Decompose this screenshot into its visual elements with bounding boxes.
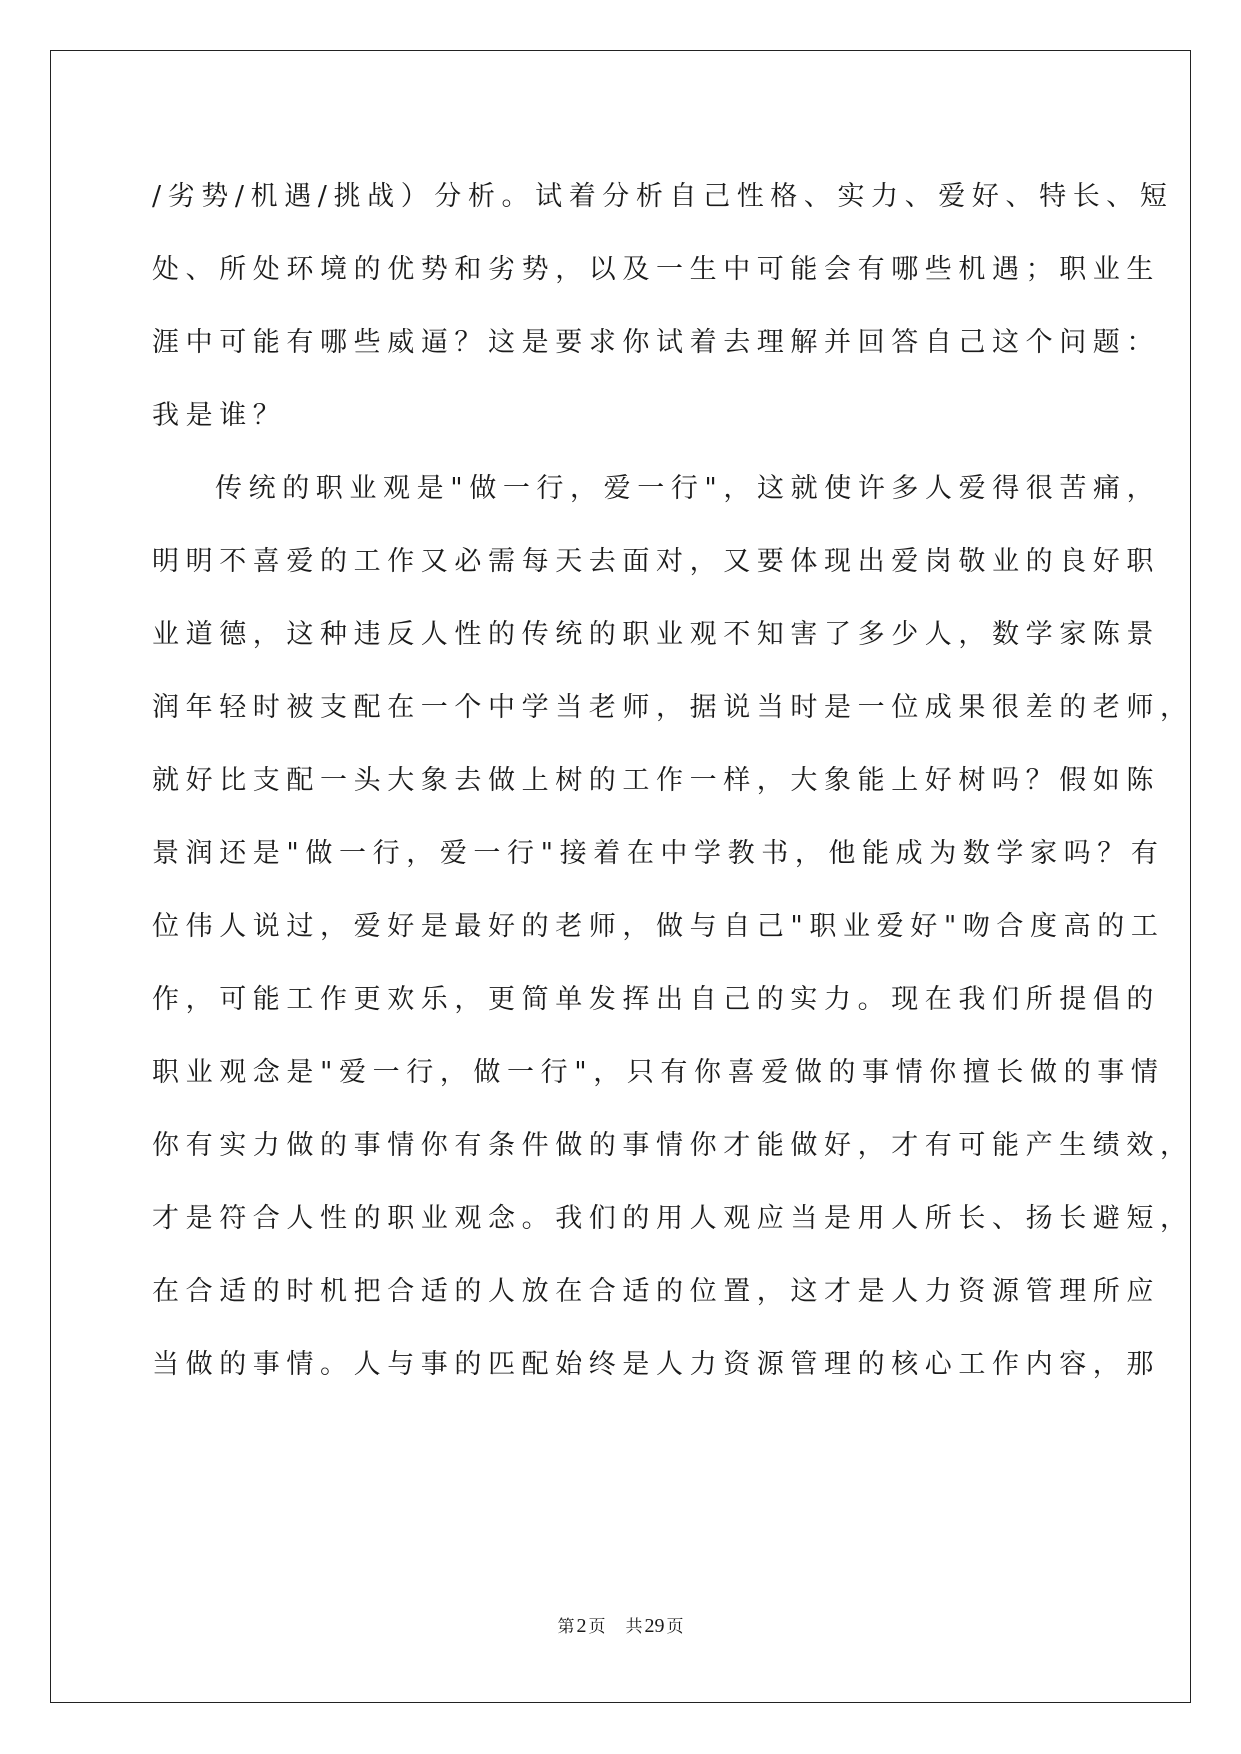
text-line: 职业观念是"爱一行，做一行"，只有你喜爱做的事情你擅长做的事情 xyxy=(152,1057,1165,1088)
text-line: 涯中可能有哪些威逼？这是要求你试着去理解并回答自己这个问题： xyxy=(152,327,1160,358)
text-line: 才是符合人性的职业观念。我们的用人观应当是用人所长、扬长避短， xyxy=(152,1203,1194,1234)
page-number: 2 xyxy=(576,1615,587,1637)
text-line: 明明不喜爱的工作又必需每天去面对，又要体现出爱岗敬业的良好职 xyxy=(152,546,1160,577)
page-unit: 页 xyxy=(588,1617,606,1637)
total-pages: 29 xyxy=(644,1615,665,1637)
text-line: 处、所处环境的优势和劣势，以及一生中可能会有哪些机遇；职业生 xyxy=(152,254,1160,285)
text-line: 业道德，这种违反人性的传统的职业观不知害了多少人，数学家陈景 xyxy=(152,619,1160,650)
text-line: 位伟人说过，爱好是最好的老师，做与自己"职业爱好"吻合度高的工 xyxy=(152,911,1165,942)
page-prefix: 第 xyxy=(557,1617,575,1637)
text-line: 我是谁？ xyxy=(152,400,287,431)
text-line: 就好比支配一头大象去做上树的工作一样，大象能上好树吗？假如陈 xyxy=(152,765,1160,796)
text-line: 当做的事情。人与事的匹配始终是人力资源管理的核心工作内容，那 xyxy=(152,1349,1160,1380)
text-line: 润年轻时被支配在一个中学当老师，据说当时是一位成果很差的老师， xyxy=(152,692,1194,723)
text-line: 在合适的时机把合适的人放在合适的位置，这才是人力资源管理所应 xyxy=(152,1276,1160,1307)
text-line: /劣势/机遇/挑战）分析。试着分析自己性格、实力、爱好、特长、短 xyxy=(152,181,1174,212)
text-line: 传统的职业观是"做一行，爱一行"，这就使许多人爱得很苦痛， xyxy=(215,473,1161,504)
document-body xyxy=(152,160,1194,1401)
page-footer xyxy=(0,1614,1241,1639)
text-line: 作，可能工作更欢乐，更简单发挥出自己的实力。现在我们所提倡的 xyxy=(152,984,1160,1015)
total-prefix: 共 xyxy=(625,1617,643,1637)
text-line: 你有实力做的事情你有条件做的事情你才能做好，才有可能产生绩效， xyxy=(152,1130,1194,1161)
total-unit: 页 xyxy=(666,1617,684,1637)
text-line: 景润还是"做一行，爱一行"接着在中学教书，他能成为数学家吗？有 xyxy=(152,838,1165,869)
